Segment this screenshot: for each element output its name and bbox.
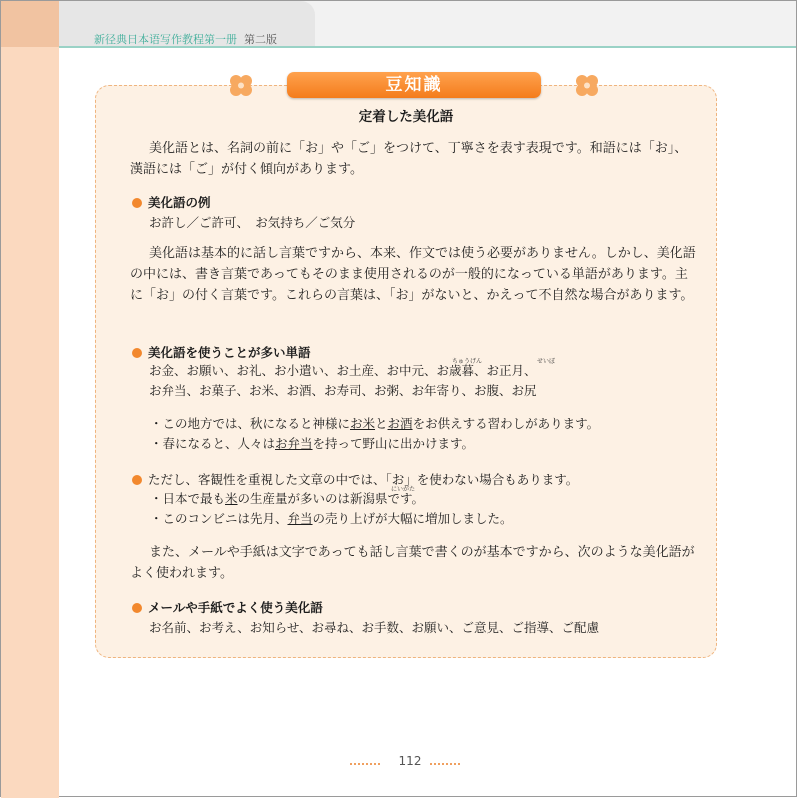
running-header	[94, 31, 277, 47]
example-sentence-3	[150, 489, 424, 507]
underlined-word: お酒	[387, 416, 413, 431]
example-text: の売り上げが大幅に増加しました。	[312, 511, 513, 526]
example-text: をお供えする習わしがあります。	[412, 416, 600, 431]
underlined-word: お米	[350, 416, 376, 431]
example-words: お許し／ご許可、 お気持ち／ご気分	[149, 215, 356, 230]
word-list-line-1: お金、お願い、お礼、お小遣い、お土産、お中元、お歳暮、お正月、	[149, 363, 537, 378]
ruby-seibo: せいぼ	[537, 358, 556, 365]
ruby-niigata: にいがた	[391, 486, 416, 493]
section-heading-text: ただし、客観性を重視した文章の中では、「お」を使わない場合もあります。	[148, 472, 579, 487]
email-word-list: お名前、お考え、お知らせ、お尋ね、お手数、お願い、ご意見、ご指導、ご配慮	[149, 620, 600, 635]
ruby-chuugen: ちゅうげん	[452, 358, 483, 365]
section-heading-objective	[132, 470, 578, 488]
section-heading-email	[132, 598, 323, 616]
example-text: ・日本で最も	[150, 491, 226, 506]
example-sentence-1	[150, 414, 599, 432]
example-text: の生産量が多いのは新潟県です。	[237, 491, 425, 506]
underlined-word: お弁当	[275, 436, 313, 451]
section-heading-common-words	[132, 343, 311, 361]
footer-dash-left	[350, 763, 380, 765]
example-text: ・このコンビニは先月、	[150, 511, 288, 526]
bullet-dot-icon	[132, 348, 142, 358]
header-underline	[59, 46, 796, 48]
example-text: を持って野山に出かけます。	[312, 436, 475, 451]
word-list-line-2: お弁当、お菓子、お米、お酒、お寿司、お粥、お年寄り、お腹、お尻	[149, 383, 537, 398]
clover-right-icon	[572, 73, 602, 97]
page-footer	[0, 754, 800, 774]
book-title: 新径典日本语写作教程第一册	[94, 33, 237, 46]
page-number: 112	[398, 754, 422, 768]
bullet-dot-icon	[132, 198, 142, 208]
example-text: と	[375, 416, 388, 431]
example-text: ・この地方では、秋になると神様に	[150, 416, 351, 431]
section-heading-text: 美化語を使うことが多い単語	[148, 345, 311, 360]
side-tab-top	[1, 1, 59, 47]
closing-paragraph: また、メールや手紙は文字であっても話し言葉で書くのが基本ですから、次のような美化語がよく使われます。	[130, 545, 695, 581]
underlined-word: 米	[225, 491, 238, 506]
clover-left-icon	[226, 73, 256, 97]
section-heading-text: 美化語の例	[148, 195, 211, 210]
example-text: ・春になると、人々は	[150, 436, 276, 451]
underlined-word: 弁当	[287, 511, 313, 526]
bullet-dot-icon	[132, 475, 142, 485]
main-paragraph: 美化語は基本的に話し言葉ですから、本来、作文では使う必要がありません。しかし、美化語の中には、書き言葉であってもそのまま使用されるのが一般的になっている単語があります。主に「お」の付く言葉です。これらの言葉は、「お」がないと、かえって不自然な場合があります。	[130, 246, 696, 303]
bullet-dot-icon	[132, 603, 142, 613]
box-subtitle: 定着した美化語	[358, 109, 454, 125]
footer-dash-right	[430, 763, 460, 765]
box-title: 豆知識	[287, 72, 541, 98]
intro-paragraph: 美化語とは、名詞の前に「お」や「ご」をつけて、丁寧さを表す表現です。和語には「お」、漢語には「ご」が付く傾向があります。	[130, 141, 688, 177]
example-sentence-4	[150, 509, 513, 527]
section-heading-text: メールや手紙でよく使う美化語	[148, 600, 323, 615]
example-sentence-2	[150, 434, 474, 452]
section-heading-examples	[132, 193, 211, 211]
edition-label: 第二版	[244, 33, 277, 46]
